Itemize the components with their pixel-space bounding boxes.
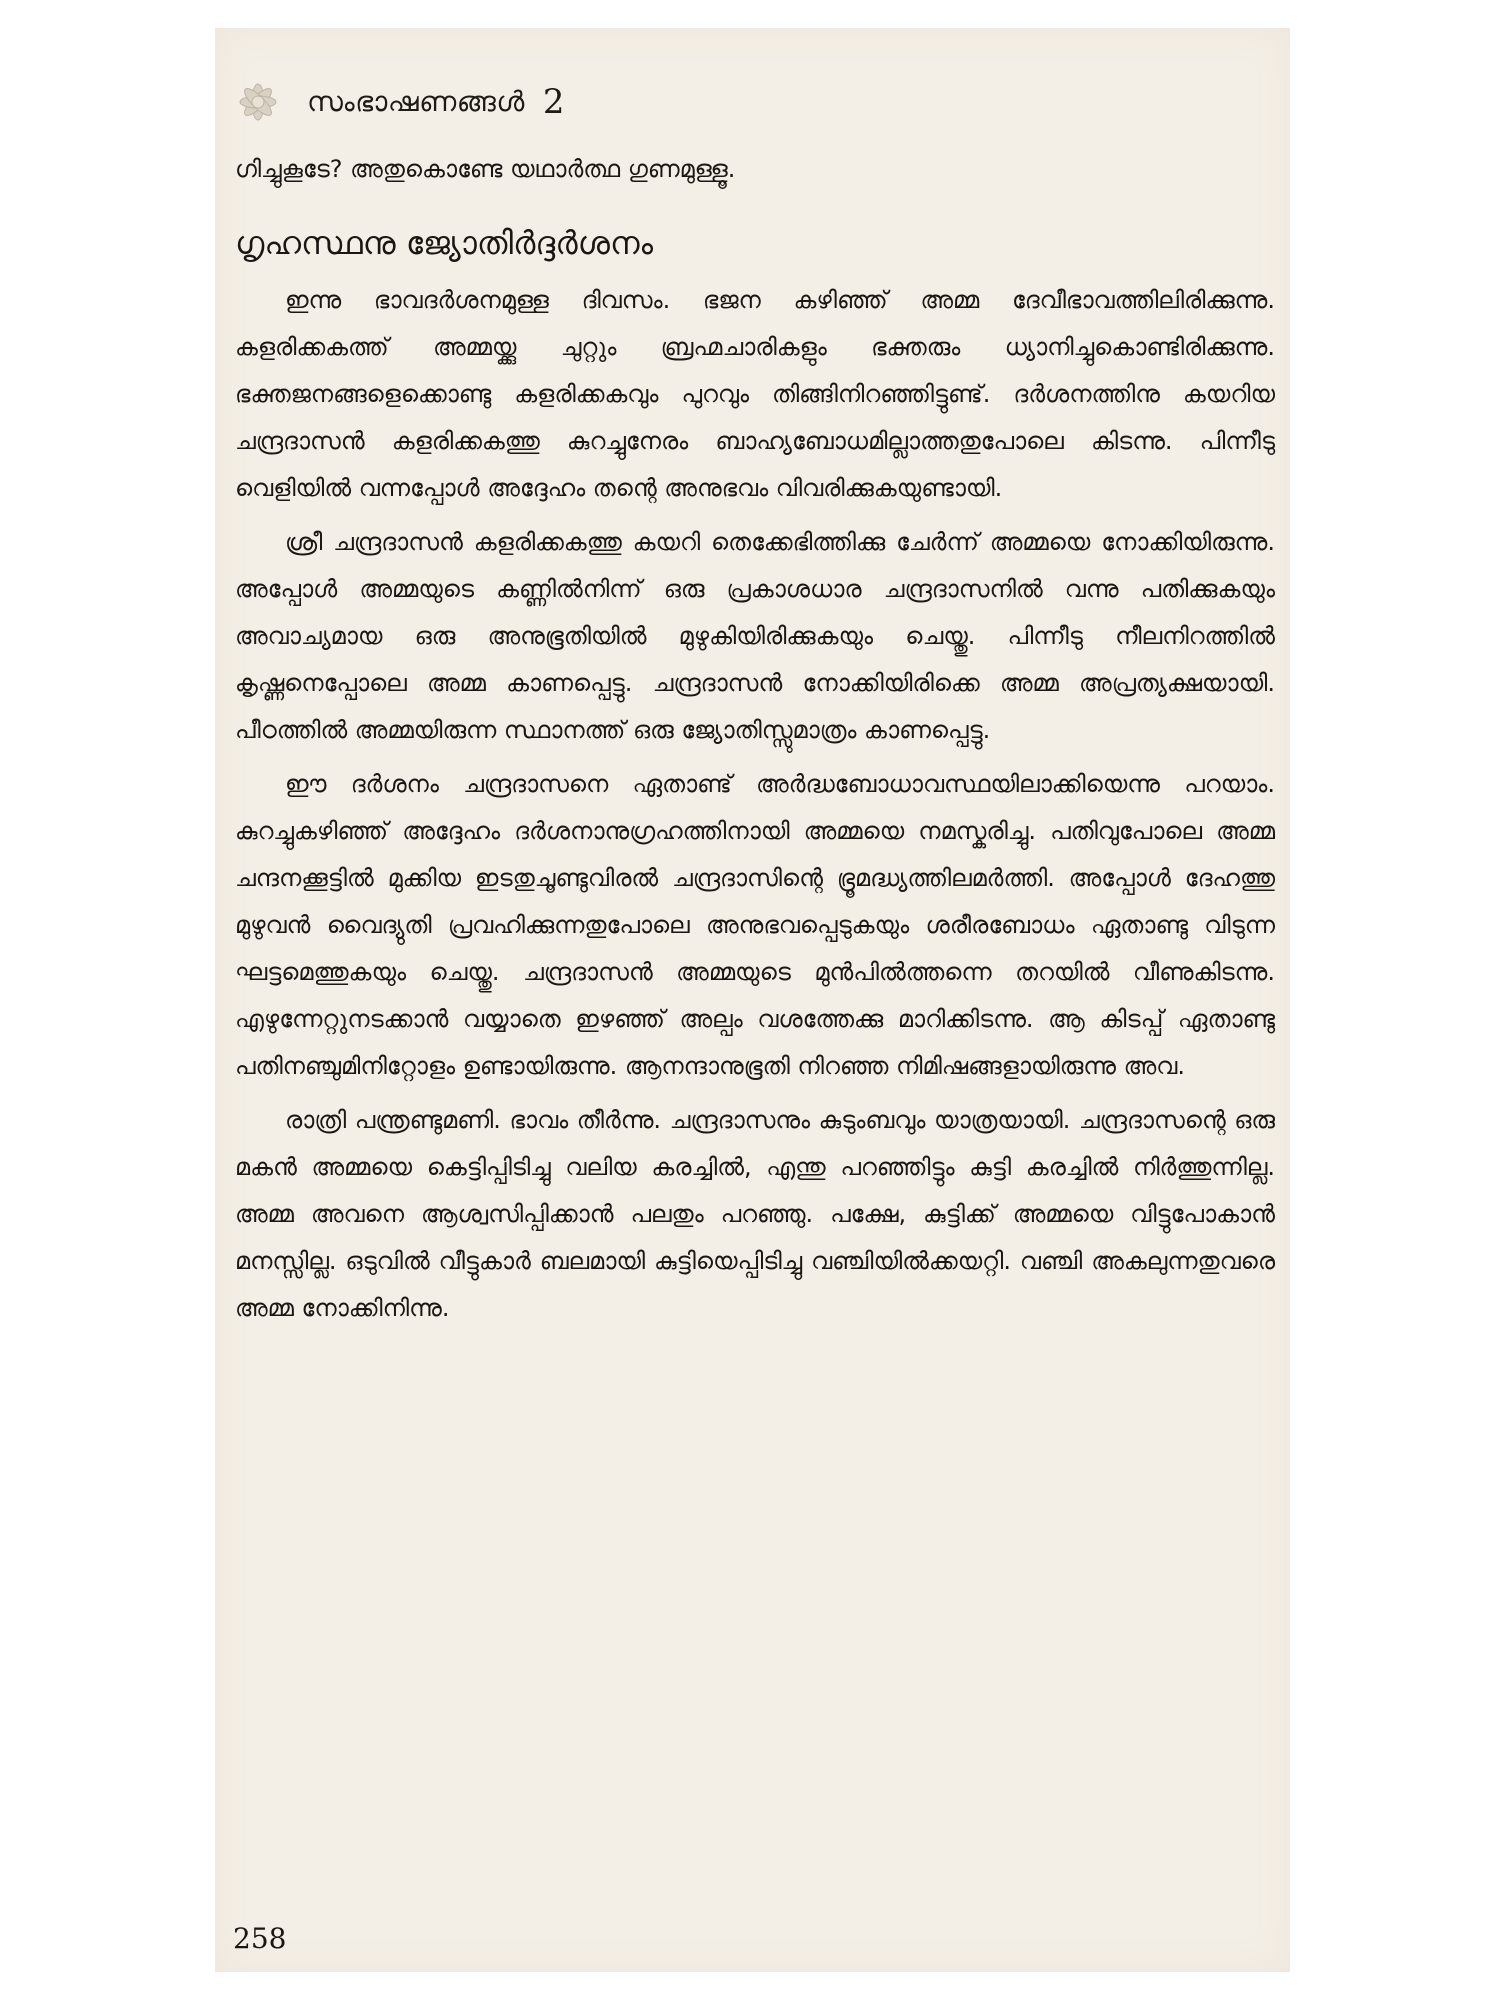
chapter-number: 2 xyxy=(542,82,565,122)
paragraph: ഇന്നു ഭാവദർശനമുള്ള ദിവസം. ഭജന കഴിഞ്ഞ് അമ്മ ദേവീഭാവത്തിലിരിക്കുന്നു. കളരിക്കകത്ത് അമ്മയ്ക്കു ചുറ്റും ബ്രഹ്മചാരികളും ഭക്തരും ധ്യാനിച്ചുകൊണ്ടിരിക്കുന്നു. ഭക്തജനങ്ങളെക്കൊണ്ടു കളരിക്കകവും പുറവും തിങ്ങിനിറഞ്ഞിട്ടുണ്ട്. ദർശനത്തിനു കയറിയ ചന്ദ്രദാസൻ കളരിക്കകത്തു കുറച്ചുനേരം ബാഹ്യബോധമില്ലാത്തതുപോലെ കിടന്നു. പിന്നീടു വെളിയിൽ വന്നപ്പോൾ അദ്ദേഹം തന്റെ അനുഭവം വിവരിക്കുകയുണ്ടായി. xyxy=(235,286,1275,502)
section-heading: ഗൃഹസ്ഥനു ജ്യോതിർദ്ദർശനം xyxy=(235,224,653,262)
book-page xyxy=(215,28,1290,1972)
page-body xyxy=(235,146,1275,1339)
paragraph: ഈ ദർശനം ചന്ദ്രദാസനെ ഏതാണ്ട് അർദ്ധബോധാവസ്ഥയിലാക്കിയെന്നു പറയാം. കുറച്ചുകഴിഞ്ഞ് അദ്ദേഹം ദർശനാനുഗ്രഹത്തിനായി അമ്മയെ നമസ്കരിച്ചു. പതിവുപോലെ അമ്മ ചന്ദനക്കൂട്ടിൽ മുക്കിയ ഇടതുചൂണ്ടുവിരൽ ചന്ദ്രദാസിന്റെ ഭ്രൂമദ്ധ്യത്തിലമർത്തി. അപ്പോൾ ദേഹത്തു മുഴുവൻ വൈദ്യുതി പ്രവഹിക്കുന്നതുപോലെ അനുഭവപ്പെടുകയും ശരീരബോധം ഏതാണ്ടു വിടുന്ന ഘട്ടമെത്തുകയും ചെയ്തു. ചന്ദ്രദാസൻ അമ്മയുടെ മുൻപിൽത്തന്നെ തറയിൽ വീണുകിടന്നു. എഴുന്നേറ്റുനടക്കാൻ വയ്യാതെ ഇഴഞ്ഞ് അല്പം വശത്തേക്കു മാറിക്കിടന്നു. ആ കിടപ്പ് ഏതാണ്ടു പതിനഞ്ചുമിനിറ്റോളം ഉണ്ടായിരുന്നു. ആനന്ദാനുഭൂതി നിറഞ്ഞ നിമിഷങ്ങളായിരുന്നു അവ. xyxy=(235,770,1275,1080)
continued-text: ഗിച്ചുകൂടേ? അതുകൊണ്ടേ യഥാർത്ഥ ഗുണമുള്ളൂ. xyxy=(235,155,736,183)
page-number: 258 xyxy=(233,1922,287,1955)
lotus-icon xyxy=(233,77,283,127)
running-header xyxy=(233,72,565,132)
paragraph: രാത്രി പന്ത്രണ്ടുമണി. ഭാവം തീർന്നു. ചന്ദ്രദാസനും കുടുംബവും യാത്രയായി. ചന്ദ്രദാസന്റെ ഒരു മകൻ അമ്മയെ കെട്ടിപ്പിടിച്ചു വലിയ കരച്ചിൽ, എന്തു പറഞ്ഞിട്ടും കുട്ടി കരച്ചിൽ നിർത്തുന്നില്ല. അമ്മ അവനെ ആശ്വസിപ്പിക്കാൻ പലതും പറഞ്ഞു. പക്ഷേ, കുട്ടിക്ക് അമ്മയെ വിട്ടുപോകാൻ മനസ്സില്ല. ഒടുവിൽ വീട്ടുകാർ ബലമായി കുട്ടിയെപ്പിടിച്ചു വഞ്ചിയിൽക്കയറ്റി. വഞ്ചി അകലുന്നതുവരെ അമ്മ നോക്കിനിന്നു. xyxy=(235,1106,1275,1322)
running-title: സംഭാഷണങ്ങൾ xyxy=(307,85,525,118)
paragraph: ശ്രീ ചന്ദ്രദാസൻ കളരിക്കകത്തു കയറി തെക്കേഭിത്തിക്കു ചേർന്ന് അമ്മയെ നോക്കിയിരുന്നു. അപ്പോൾ അമ്മയുടെ കണ്ണിൽനിന്ന് ഒരു പ്രകാശധാര ചന്ദ്രദാസനിൽ വന്നു പതിക്കുകയും അവാച്യമായ ഒരു അനുഭൂതിയിൽ മുഴുകിയിരിക്കുകയും ചെയ്തു. പിന്നീടു നീലനിറത്തിൽ കൃഷ്ണനെപ്പോലെ അമ്മ കാണപ്പെട്ടു. ചന്ദ്രദാസൻ നോക്കിയിരിക്കെ അമ്മ അപ്രത്യക്ഷയായി. പീഠത്തിൽ അമ്മയിരുന്ന സ്ഥാനത്ത് ഒരു ജ്യോതിസ്സുമാത്രം കാണപ്പെട്ടു. xyxy=(235,528,1275,744)
